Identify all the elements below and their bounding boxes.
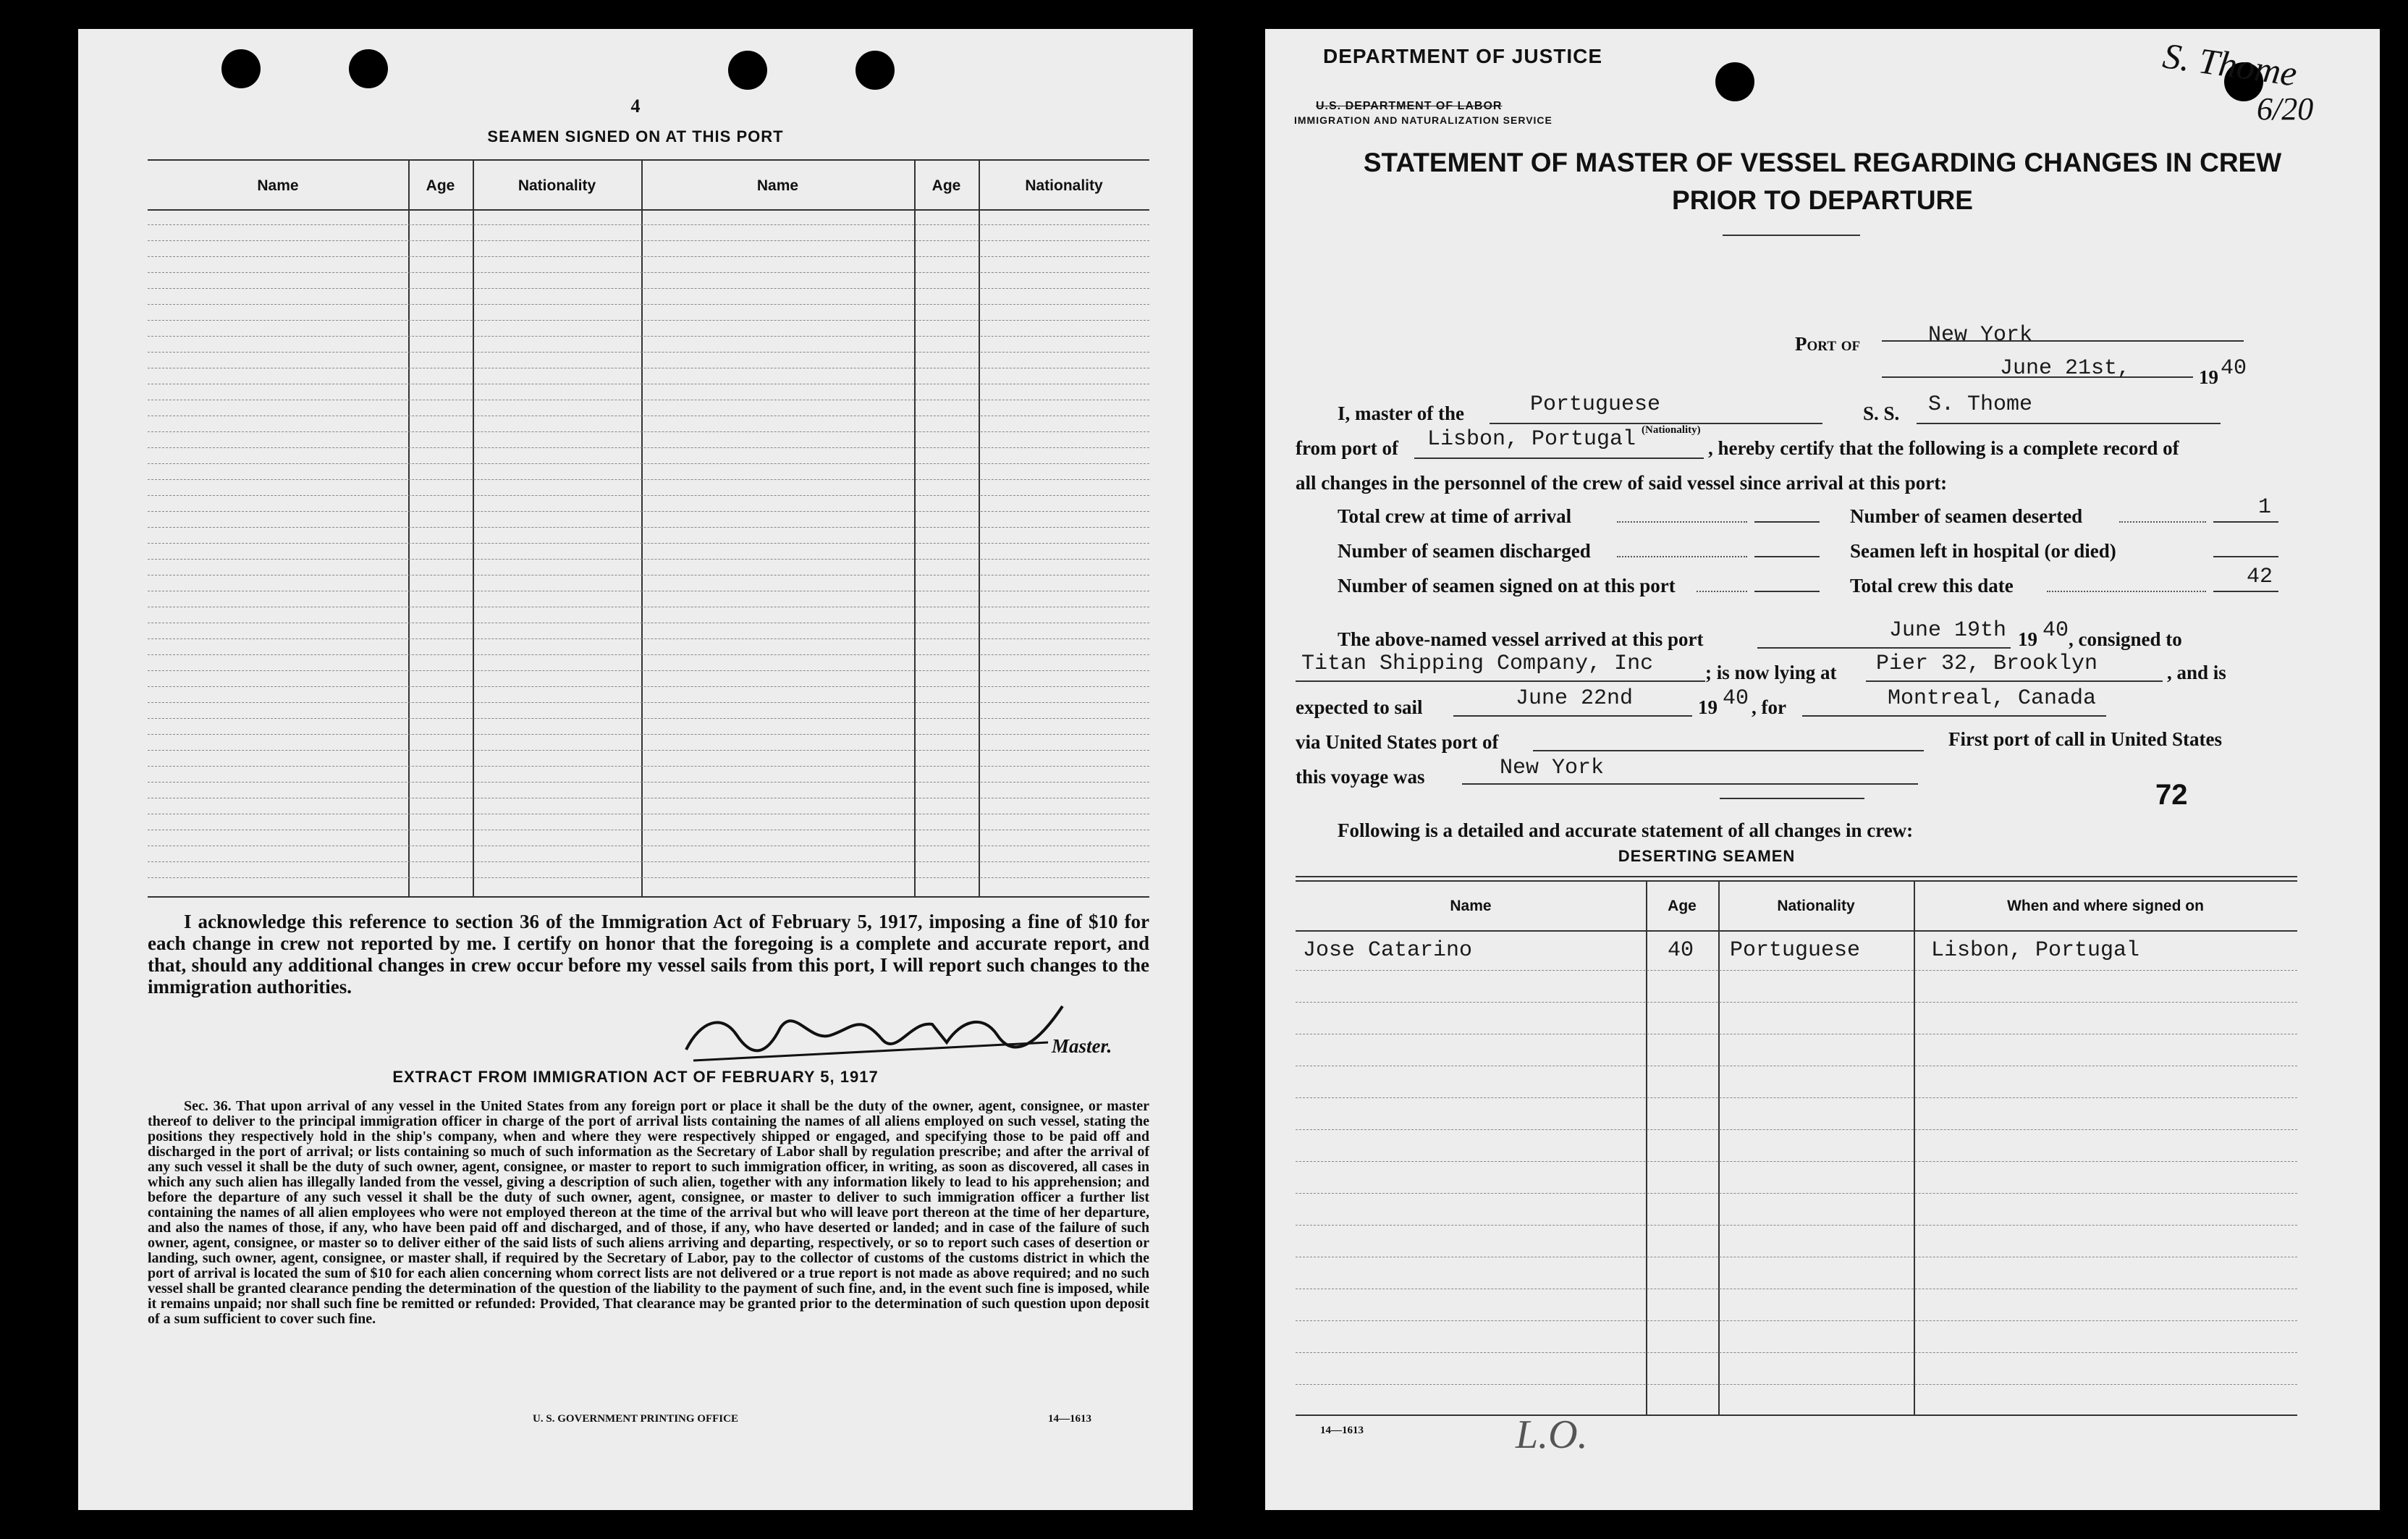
deserter-signed-on: Lisbon, Portugal [1931,938,2140,963]
arrived-year: 40 [2042,618,2069,643]
deserter-nationality: Portuguese [1730,938,1861,963]
table-border [1296,1414,2297,1416]
arrived-value: June 19th [1889,618,2007,643]
deserting-title: DESERTING SEAMEN [1618,847,1796,865]
total-crew-date-value: 42 [2247,565,2273,589]
ruled-row [148,272,1149,273]
table-divider [1718,880,1720,1416]
consignee-line [1296,680,1705,682]
extract-title: EXTRACT FROM IMMIGRATION ACT OF FEBRUARY 5, 1917 [392,1068,879,1086]
lying-value: Pier 32, Brooklyn [1876,652,2098,676]
year-suffix: 40 [2221,356,2247,381]
ruled-row [148,320,1149,321]
punch-hole [728,51,767,90]
ruled-row [148,352,1149,353]
column-header: Nationality [1025,177,1103,194]
ruled-row [148,877,1149,878]
ruled-row [148,782,1149,783]
column-header: Age [931,177,961,194]
punch-hole [349,49,388,88]
for-label: , for [1752,696,1786,718]
lying-line [1866,680,2163,682]
ruled-row [148,288,1149,289]
table-divider [979,159,980,898]
arrived-line [1757,647,2011,649]
deserter-age: 40 [1668,938,1694,963]
column-header: Age [1668,898,1697,914]
column-header: Nationality [517,177,596,194]
voyage-value: New York [1500,756,1605,780]
expected-year-prefix: 19 [1698,696,1718,718]
and-is-label: , and is [2167,662,2226,683]
expected-label: expected to sail [1296,696,1423,718]
ruled-row [1296,970,2297,971]
master-label: Master. [1052,1035,1112,1057]
column-header: Name [756,177,799,194]
ruled-row [148,240,1149,241]
first-port-label: First port of call in United States [1948,728,2222,750]
arrived-year-prefix: 19 [2018,628,2037,650]
hospital-label: Seamen left in hospital (or died) [1850,540,2116,562]
ruled-row [148,431,1149,432]
form-number: 14—1613 [1320,1425,1364,1436]
voyage-label: this voyage was [1296,766,1425,788]
date-value: June 21st, [2000,356,2131,381]
ruled-row [148,511,1149,512]
ruled-row [1296,1384,2297,1385]
table-divider [641,159,643,898]
value-line [1754,556,1820,557]
arrived-label: The above-named vessel arrived at this port [1338,628,1704,650]
table-border [1296,930,2297,932]
ruled-row [148,495,1149,496]
ruled-row [1296,1320,2297,1321]
table-divider [473,159,474,898]
ship-line [1917,423,2221,424]
column-header: Age [426,177,455,194]
certify-text: , hereby certify that the following is a complete record of [1708,437,2179,459]
column-header: Nationality [1777,898,1855,914]
ship-value: S. Thome [1928,392,2033,417]
section-36-text: Sec. 36. That upon arrival of any vessel in the United States from any foreign port or place it shall be the duty of the owner, agent, consignee, or master thereof to deliver to the principal immigration officer in charge of the port of arrival lists containing the names of all aliens employed on such vessel, stating the positions they respectively hold in the ship's company, when and where they were respectively shipped or engaged, and specifying those to be paid off and discharged in the port of arrival; or lists containing so much of such information as the Secretary of Labor shall by regulation prescribe; and after the arrival of any such vessel it shall be the duty of such owner, agent, consignee, or master to report to such immigration officer, in writing, as soon as discovered, all cases in which any such alien has illegally landed from the vessel, giving a description of such alien, together with any information likely to lead to his apprehension; and before the departure of any such vessel it shall be the duty of such owner, agent, consignee, or master to deliver to such immigration officer a further list containing the names of all alien employees who were not employed thereon at the time of the arrival but who will leave port thereon at the time of her departure, and also the names of those, if any, who have been paid off and discharged, and of those, if any, who have deserted or landed; and in case of the failure of such owner, agent, consignee, or master so to deliver either of the said lists of such aliens arriving and departing, respectively, or so to report such cases of desertion or landing, such owner, agent, consignee, or master shall, if required by the Secretary of Labor, pay to the collector of customs of the customs district in which the port of arrival is located the sum of $10 for each alien concerning whom correct lists are not delivered or a true report is not made as above required; and no such vessel shall be granted clearance pending the determination of the question of the liability to the payment of such fine, and, in the event such fine is imposed, while it remains unpaid; nor shall such fine be remitted or refunded: Provided, That clearance may be granted prior to the determination of such question upon deposit of a sum sufficient to cover such fine. [148,1098,1149,1327]
table-divider [914,159,916,898]
nationality-value: Portuguese [1530,392,1661,417]
handwritten-initials: L.O. [1516,1412,1588,1457]
ruled-row [148,336,1149,337]
dot-leader [2047,591,2206,592]
ruled-row [1296,1002,2297,1003]
department-heading: DEPARTMENT OF JUSTICE [1323,45,1603,67]
ss-label: S. S. [1863,402,1900,424]
destination-line [1802,715,2106,717]
total-crew-date-label: Total crew this date [1850,575,2014,596]
punch-hole [1715,62,1754,101]
ruled-row [148,559,1149,560]
ruled-row [148,447,1149,448]
ruled-row [148,543,1149,544]
ruled-row [148,670,1149,671]
ruled-row [148,638,1149,639]
ruled-row [148,463,1149,464]
ruled-row [148,702,1149,703]
ruled-row [148,479,1149,480]
from-port-line [1414,458,1704,459]
stamp-number: 72 [2155,779,2188,811]
separator-line [1720,798,1864,799]
consignee-value: Titan Shipping Company, Inc [1301,652,1654,676]
deserted-value: 1 [2258,495,2272,520]
dot-leader [2119,521,2206,523]
year-prefix: 19 [2199,366,2218,388]
page-number: 4 [630,96,641,117]
expected-line [1453,715,1692,717]
port-value: New York [1928,323,2033,347]
dot-leader [1617,556,1747,557]
table-divider [1914,880,1915,1416]
signed-on-label: Number of seamen signed on at this port [1338,575,1676,596]
ruled-row [148,686,1149,687]
ruled-row [1296,1193,2297,1194]
lying-label: ; is now lying at [1705,662,1837,683]
ruled-row [1296,1161,2297,1162]
ruled-row [148,256,1149,257]
from-port-label: from port of [1296,437,1398,459]
ruled-row [148,527,1149,528]
value-line [1754,591,1820,592]
form-title-line1: STATEMENT OF MASTER OF VESSEL REGARDING CHANGES IN CREW [1363,148,2282,177]
via-label: via United States port of [1296,731,1499,753]
table-border [1296,876,2297,877]
ruled-row [148,766,1149,767]
column-header: Name [1450,898,1492,914]
dot-leader [1697,591,1747,592]
destination-value: Montreal, Canada [1888,686,2097,711]
table-border [148,896,1149,898]
punch-hole [856,51,895,90]
ruled-row [148,654,1149,655]
from-port-value: Lisbon, Portugal [1427,427,1636,452]
ruled-row [148,718,1149,719]
handwritten-ship-name: S. Thome [2160,35,2300,94]
deserted-label: Number of seamen deserted [1850,505,2083,527]
ruled-row [148,861,1149,862]
service-name: IMMIGRATION AND NATURALIZATION SERVICE [1294,114,1552,126]
old-department: U.S. DEPARTMENT OF LABOR [1316,100,1503,112]
ruled-row [148,304,1149,305]
ruled-row [1296,1129,2297,1130]
value-line [2213,591,2278,592]
value-line [2213,556,2278,557]
port-label: Port of [1795,333,1861,355]
nationality-caption: (Nationality) [1642,424,1701,436]
value-line [1754,521,1820,523]
all-changes-text: all changes in the personnel of the crew of said vessel since arrival at this port: [1296,472,1948,494]
consigned-label: , consigned to [2069,628,2182,650]
table-border [1296,880,2297,882]
master-of-label: I, master of the [1338,402,1464,424]
left-page [78,29,1193,1510]
expected-value: June 22nd [1516,686,1634,711]
following-text: Following is a detailed and accurate statement of all changes in crew: [1338,819,1914,841]
form-title-line2: PRIOR TO DEPARTURE [1672,185,1973,215]
table-divider [1646,880,1647,1416]
value-line [2213,521,2278,523]
table-border [148,209,1149,211]
ruled-row [1296,1225,2297,1226]
table-divider [408,159,410,898]
ruled-row [148,734,1149,735]
table-title: SEAMEN SIGNED ON AT THIS PORT [487,127,784,146]
expected-year: 40 [1723,686,1749,711]
dot-leader [1617,521,1747,523]
discharged-label: Number of seamen discharged [1338,540,1591,562]
acknowledgment-text: I acknowledge this reference to section 36 of the Immigration Act of February 5, 1917, imposing a fine of $10 for each change in crew not reported by me. I certify on honor that the foregoing is a complete and accurate report, and that, should any additional changes in crew occur before my vessel sails from this port, I will report such changes to the immigration authorities. [148,911,1149,998]
total-crew-arrival-label: Total crew at time of arrival [1338,505,1572,527]
handwritten-date: 6/20 [2257,91,2314,127]
column-header: When and where signed on [2007,898,2204,914]
ruled-row [148,224,1149,225]
via-line [1533,750,1924,751]
title-underline [1723,235,1860,236]
printer-line: U. S. GOVERNMENT PRINTING OFFICE [533,1413,738,1425]
form-number: 14—1613 [1048,1413,1091,1425]
punch-hole [221,49,261,88]
voyage-line [1462,783,1918,785]
master-signature [672,992,1077,1071]
ruled-row [1296,1352,2297,1353]
table-border [148,159,1149,161]
ruled-row [1296,1097,2297,1098]
deserter-name: Jose Catarino [1303,938,1473,963]
right-page [1265,29,2380,1510]
column-header: Name [257,177,299,194]
ruled-row [148,750,1149,751]
